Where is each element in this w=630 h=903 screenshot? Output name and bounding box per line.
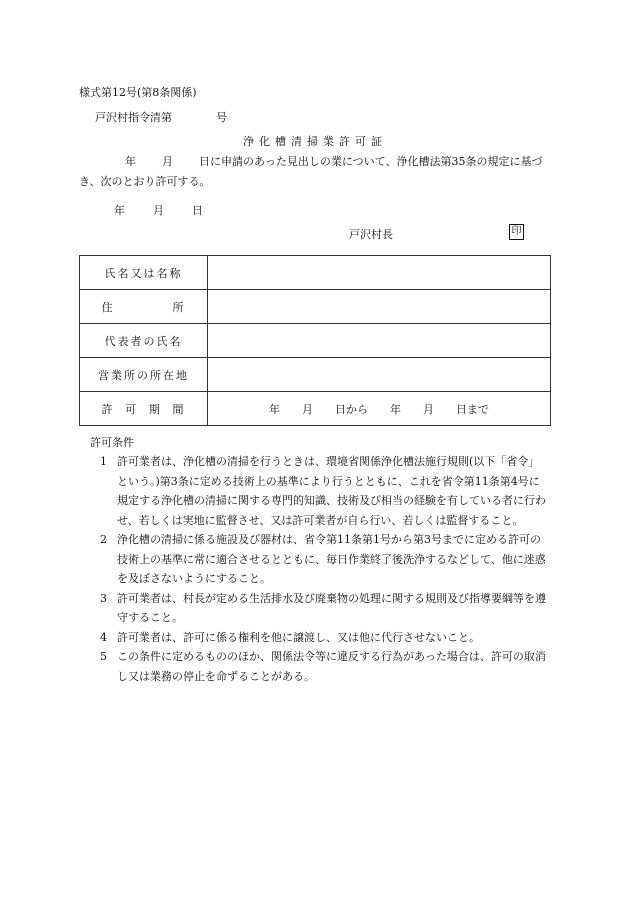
- table-row: [80, 392, 551, 426]
- intro-month: 月: [162, 155, 173, 168]
- value-representative: [208, 324, 551, 358]
- label-permit-period: [80, 392, 208, 426]
- issuer-name: 戸沢村長: [349, 228, 393, 241]
- period-start-day: 日から: [335, 402, 368, 416]
- condition-number: 1: [100, 455, 107, 468]
- condition-text: 許可業者は、村長が定める生活排水及び廃棄物の処理に関する規則及び指導要綱等を遵守すること。: [117, 591, 546, 624]
- issue-date: [114, 202, 203, 218]
- condition-number: 2: [100, 533, 107, 546]
- intro-year: 年: [125, 155, 136, 168]
- permit-info-table: [79, 255, 551, 426]
- value-office-location: [208, 358, 551, 392]
- seal-mark: 印: [509, 224, 524, 240]
- table-row: [80, 358, 551, 392]
- document-number: [95, 109, 227, 125]
- value-name: [208, 256, 551, 290]
- table-row: [80, 290, 551, 324]
- label-char: 間: [172, 402, 186, 416]
- label-office-location: 営業所の所在地: [80, 358, 208, 392]
- list-item: [100, 589, 550, 628]
- label-name: 氏名又は名称: [80, 256, 208, 290]
- doc-number-prefix: 戸沢村指令清第: [95, 111, 172, 124]
- issue-year: 年: [114, 204, 125, 217]
- list-item: [100, 647, 550, 686]
- label-char: 住: [101, 300, 115, 314]
- intro-paragraph: [79, 152, 549, 192]
- page-title: 浄化槽清掃業許可証: [243, 135, 387, 148]
- label-address: [80, 290, 208, 324]
- conditions-list: [100, 452, 550, 686]
- value-permit-period: [208, 392, 551, 426]
- doc-number-suffix: 号: [216, 111, 227, 124]
- issue-day: 日: [192, 204, 203, 217]
- intro-text: に申請のあった見出しの業について、浄化槽法第35条の規定に基づき、次のとおり許可する。: [79, 155, 543, 188]
- list-item: [100, 452, 550, 530]
- label-char: 可: [125, 402, 139, 416]
- label-char: 所: [172, 300, 186, 314]
- table-row: [80, 324, 551, 358]
- condition-text: 許可業者は、許可に係る権利を他に譲渡し、又は他に代行させないこと。: [117, 630, 480, 644]
- intro-day: 日: [199, 155, 210, 168]
- period-end-day: 日まで: [456, 402, 489, 416]
- condition-number: 4: [100, 630, 107, 644]
- period-start-year: 年: [269, 402, 280, 416]
- condition-number: 5: [100, 650, 107, 663]
- conditions-heading: 許可条件: [90, 436, 134, 449]
- condition-text: 浄化槽の清掃に係る施設及び器材は、省令第11条第1号から第3号までに定める許可の技術上の基準に常に適合させるとともに、毎日作業終了後洗浄するなどして、他に迷惑を及ぼさないようにすること。: [117, 533, 546, 585]
- list-item: [100, 530, 550, 589]
- issue-month: 月: [153, 204, 164, 217]
- list-item: [100, 628, 550, 648]
- table-row: [80, 256, 551, 290]
- label-representative: 代表者の氏名: [80, 324, 208, 358]
- condition-text: 許可業者は、浄化槽の清掃を行うときは、環境省関係浄化槽法施行規則(以下「省令」という。)第3条に定める技術上の基準により行うとともに、これを省令第11条第4号に規定する浄化槽の清掃に関する専門的知識、技術及び相当の経験を有している者に行わせ、若しくは実地に監督させ、又は許可業者が自ら行い、若しくは監督すること。: [117, 455, 546, 527]
- period-start-month: 月: [302, 402, 313, 416]
- period-end-year: 年: [390, 402, 401, 416]
- value-address: [208, 290, 551, 324]
- period-end-month: 月: [423, 402, 434, 416]
- label-char: 期: [148, 402, 162, 416]
- condition-number: 3: [100, 591, 107, 605]
- form-number: 様式第12号(第8条関係): [79, 86, 197, 99]
- condition-text: この条件に定めるもののほか、関係法令等に違反する行為があった場合は、許可の取消し又は業務の停止を命ずることがある。: [117, 650, 546, 683]
- label-char: 許: [101, 402, 115, 416]
